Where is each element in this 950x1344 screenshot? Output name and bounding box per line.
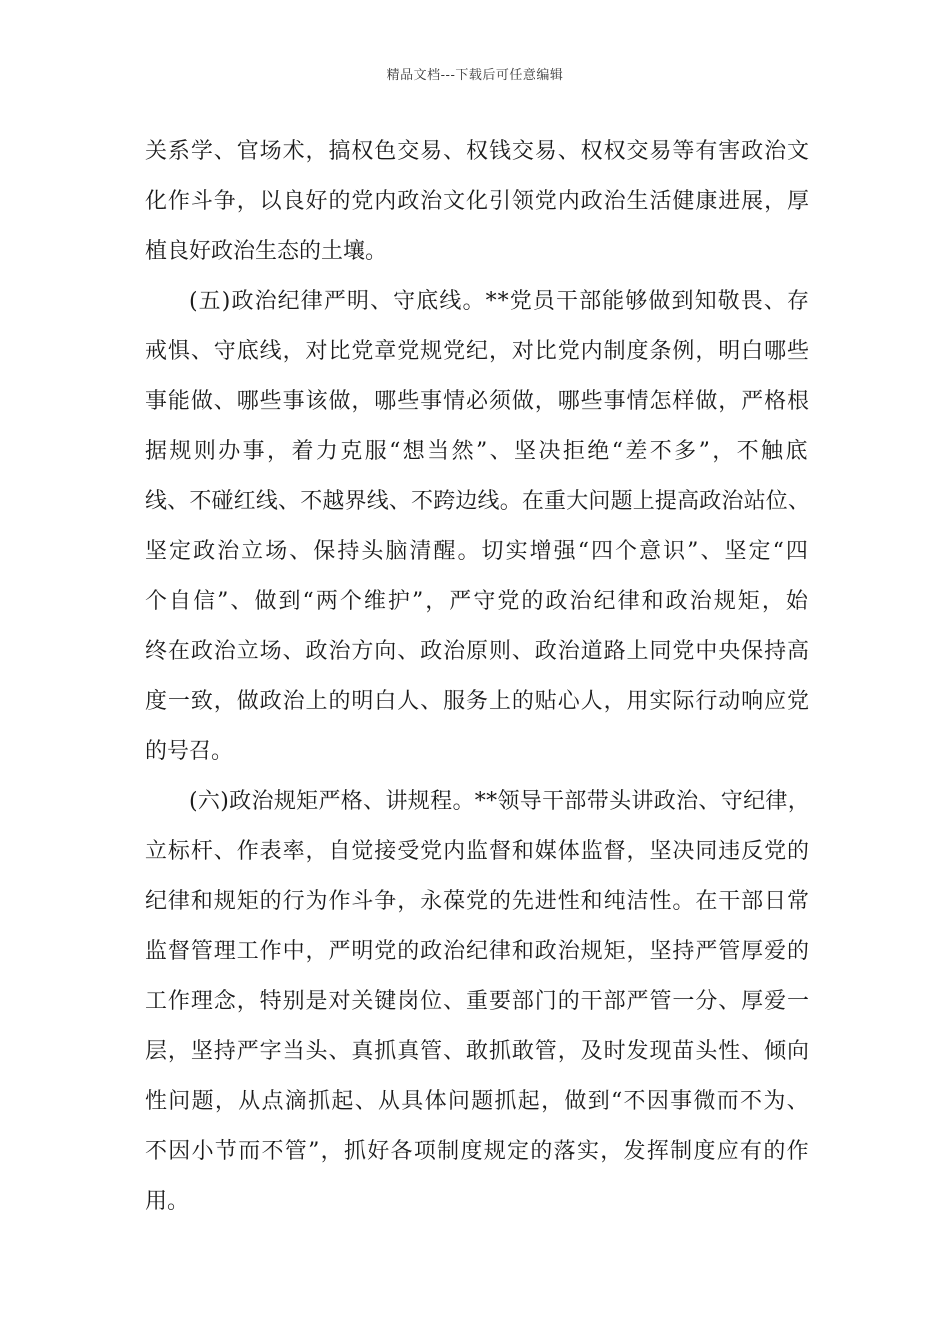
text-line: 植良好政治生态的土壤。 bbox=[145, 239, 388, 264]
text-line: 监督管理工作中，严明党的政治纪律和政治规矩，坚持严管厚爱的 bbox=[145, 939, 810, 964]
text-line: (五)政治纪律严明、守底线。**党员干部能够做到知敬畏、存 bbox=[189, 289, 811, 314]
text-line: 性问题，从点滴抓起、从具体问题抓起，做到“不因事微而不为、 bbox=[145, 1089, 810, 1114]
text-line: 个自信”、做到“两个维护”，严守党的政治纪律和政治规矩，始 bbox=[145, 589, 810, 614]
text-line: 终在政治立场、政治方向、政治原则、政治道路上同党中央保持高 bbox=[145, 639, 810, 664]
text-line: 度一致，做政治上的明白人、服务上的贴心人，用实际行动响应党 bbox=[145, 689, 810, 714]
text-line: (六)政治规矩严格、讲规程。**领导干部带头讲政治、守纪律， bbox=[189, 789, 811, 814]
text-line: 关系学、官场术，搞权色交易、权钱交易、权权交易等有害政治文 bbox=[145, 139, 810, 164]
text-line: 坚定政治立场、保持头脑清醒。切实增强“四个意识”、坚定“四 bbox=[145, 539, 810, 564]
text-line: 工作理念，特别是对关键岗位、重要部门的干部严管一分、厚爱一 bbox=[145, 989, 810, 1014]
text-line: 用。 bbox=[145, 1189, 190, 1214]
text-line: 层，坚持严字当头、真抓真管、敢抓敢管，及时发现苗头性、倾向 bbox=[145, 1039, 810, 1064]
text-line: 的号召。 bbox=[145, 739, 234, 764]
text-line: 戒惧、守底线，对比党章党规党纪，对比党内制度条例，明白哪些 bbox=[145, 339, 810, 364]
document-body bbox=[145, 127, 810, 1227]
text-line: 线、不碰红线、不越界线、不跨边线。在重大问题上提高政治站位、 bbox=[145, 489, 811, 514]
text-line: 事能做、哪些事该做，哪些事情必须做，哪些事情怎样做，严格根 bbox=[145, 389, 810, 414]
text-line: 纪律和规矩的行为作斗争，永葆党的先进性和纯洁性。在干部日常 bbox=[145, 889, 810, 914]
page-header: 精品文档---下载后可任意编辑 bbox=[386, 68, 564, 83]
text-line: 据规则办事，着力克服“想当然”、坚决拒绝“差不多”，不触底 bbox=[145, 439, 810, 464]
text-line: 立标杆、作表率，自觉接受党内监督和媒体监督，坚决同违反党的 bbox=[145, 839, 810, 864]
text-line: 化作斗争，以良好的党内政治文化引领党内政治生活健康进展，厚 bbox=[145, 189, 810, 214]
text-line: 不因小节而不管”，抓好各项制度规定的落实，发挥制度应有的作 bbox=[145, 1139, 810, 1164]
